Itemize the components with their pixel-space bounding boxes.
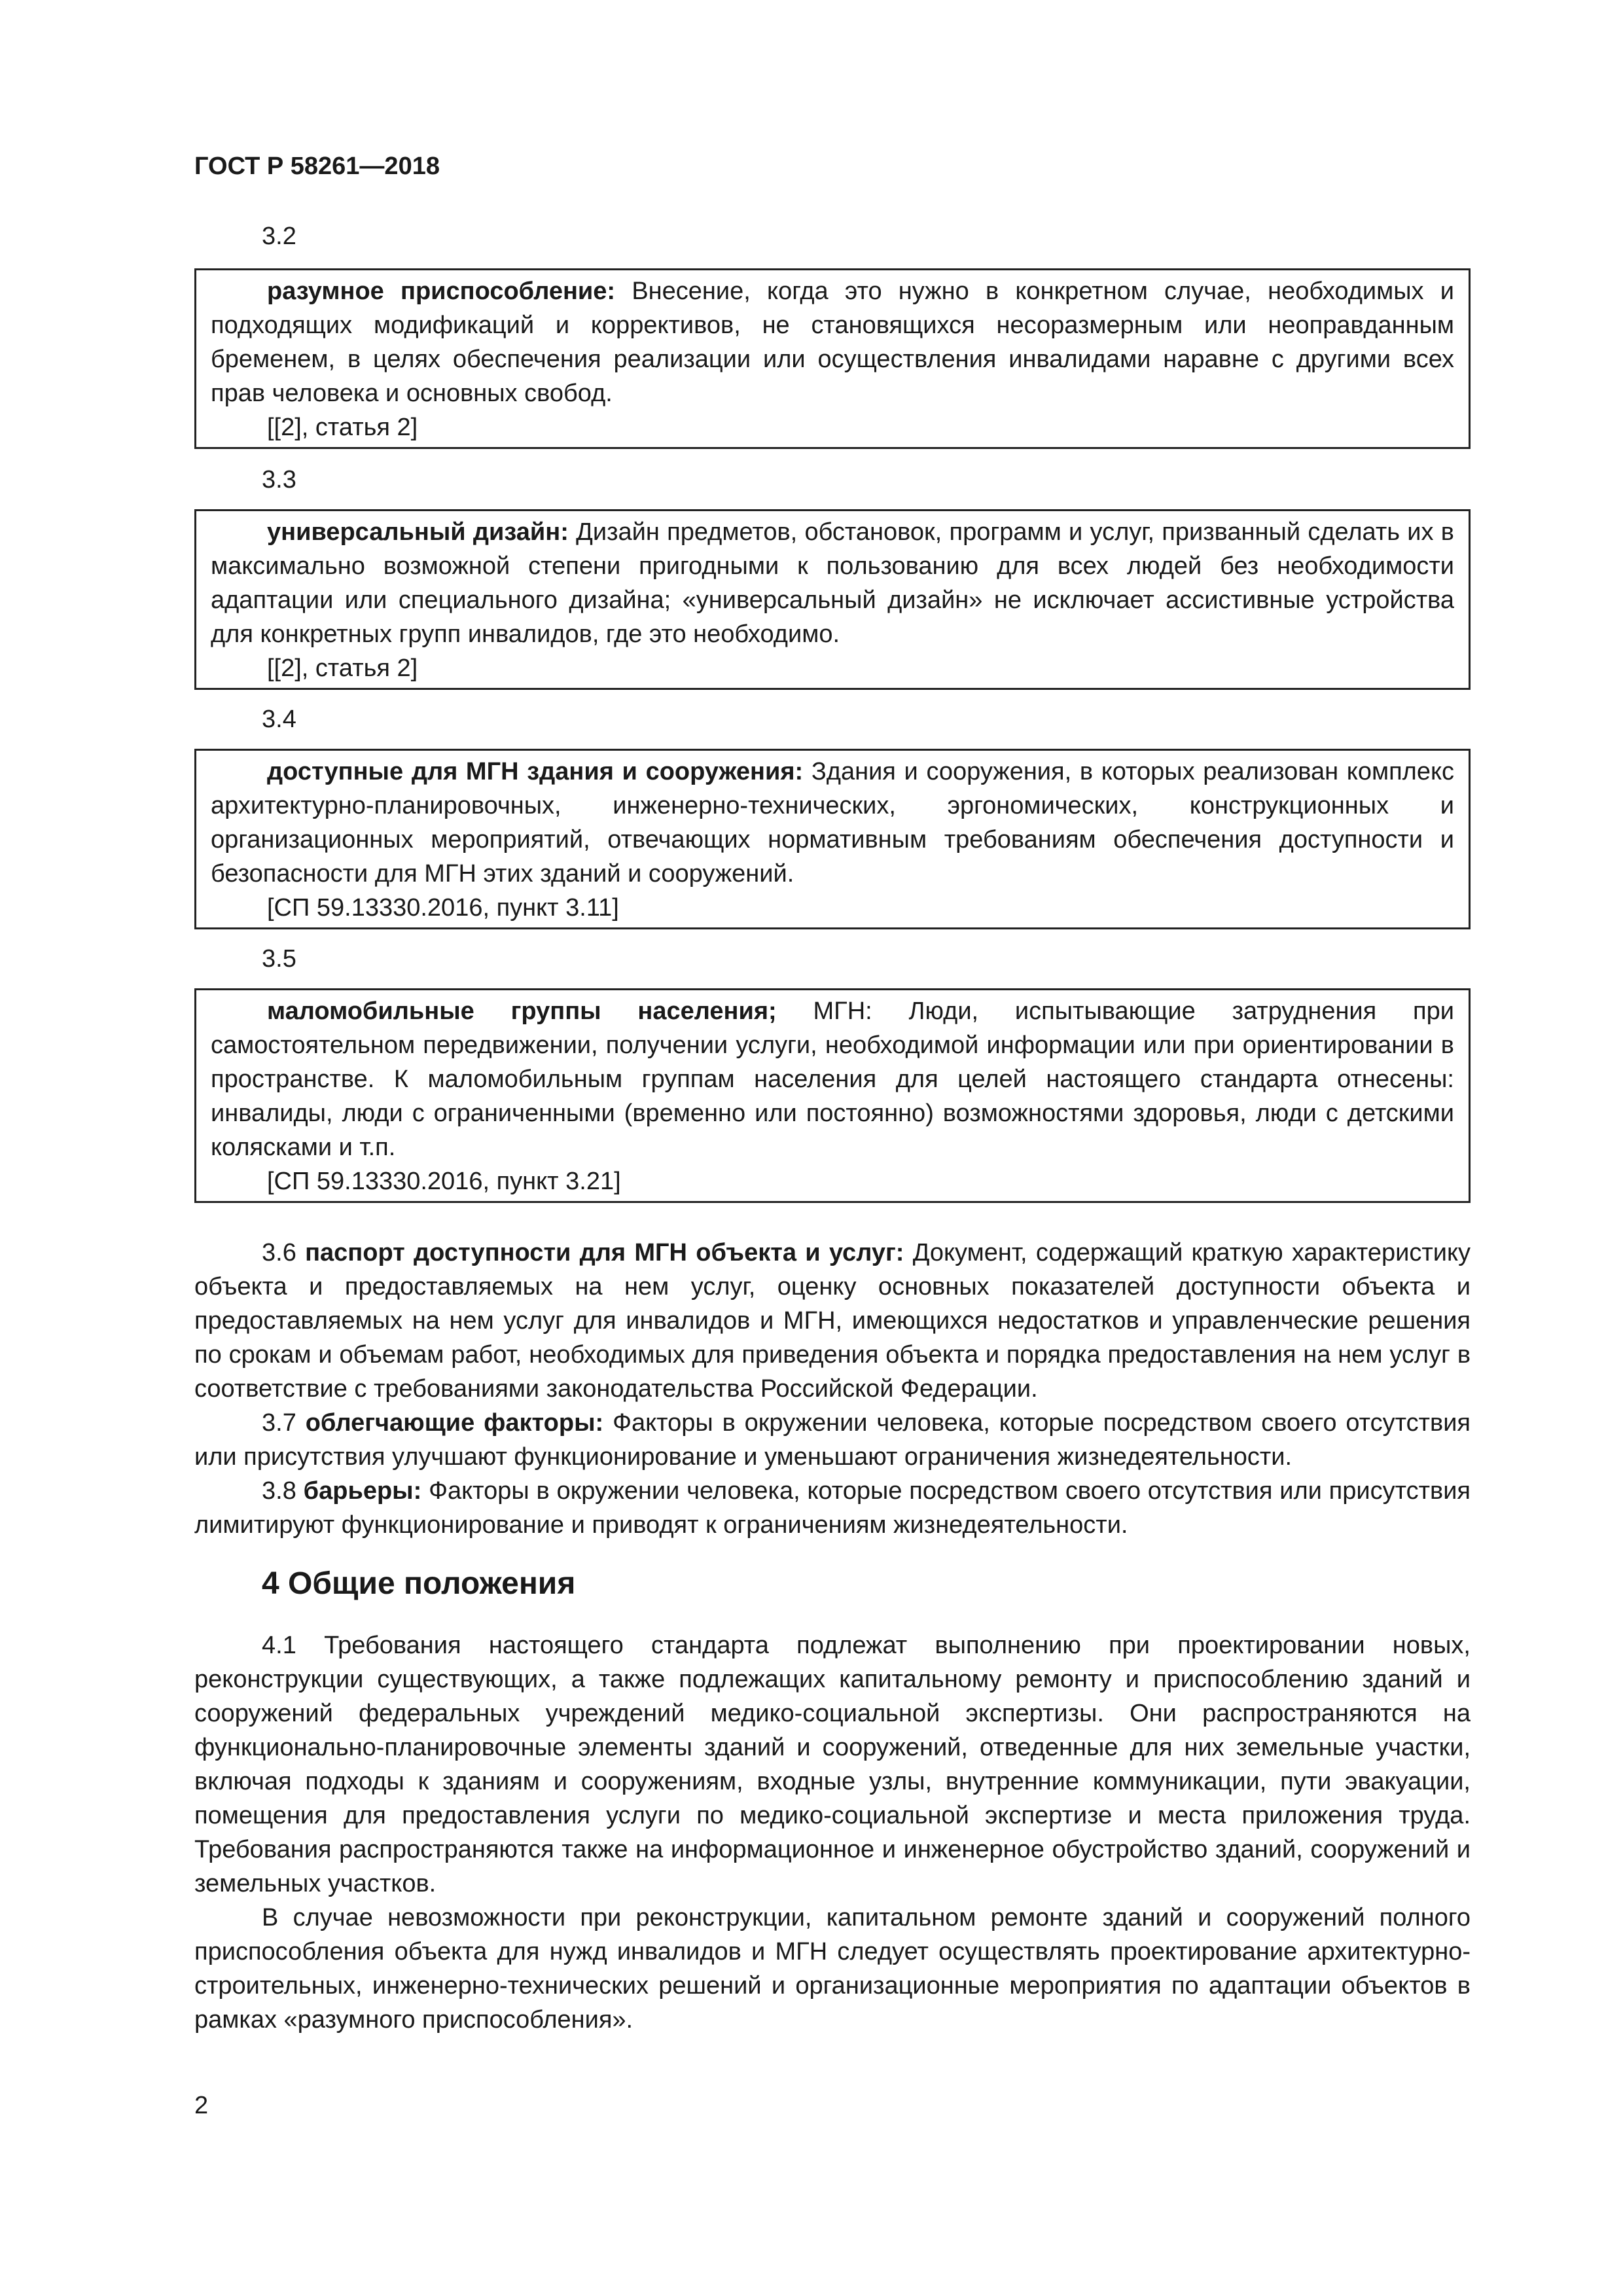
term-number: 3.3 [262, 466, 296, 493]
section-body [194, 1628, 1471, 2037]
term-box [194, 268, 1471, 449]
definition-text: Дизайн предметов, обстановок, программ и услуг, призванный сделать их в максимально возможной степени пригодными к пользованию для всех людей без необходимости адаптации или специального дизайна; «универсальный дизайн» не исключает ассистивные устройства для конкретных групп инвалидов, где это необходимо. [211, 518, 1454, 648]
term-box [194, 749, 1471, 929]
definition-number: 3.8 [262, 1477, 296, 1505]
term-source: [[2], статья 2] [267, 414, 418, 441]
section-heading: 4 Общие положения [262, 1566, 576, 1601]
term-source: [СП 59.13330.2016, пункт 3.21] [267, 1168, 621, 1195]
definition-text: Документ, содержащий краткую характеристику объекта и предоставляемых на нем услуг, оценку основных показателей доступности объекта и предоставляемых на нем услуг для инвалидов и МГН, имеющихся недостатков и управленческие решения по срокам и объемам работ, необходимых для приведения объекта и порядка предоставления на нем услуг в соответствие с требованиями законодательства Российской Федерации. [194, 1239, 1471, 1403]
term-definition [211, 755, 1454, 891]
term-name: доступные для МГН здания и сооружения: [267, 758, 804, 785]
term-definition [211, 274, 1454, 410]
term-source: [[2], статья 2] [267, 655, 418, 682]
term-definition [211, 994, 1454, 1164]
term-name: разумное приспособление: [267, 278, 616, 305]
term-name: универсальный дизайн: [267, 518, 569, 546]
definition-paragraph [194, 1406, 1471, 1474]
body-paragraph: В случае невозможности при реконструкции, капитальном ремонте зданий и сооружений полного приспособления объекта для нужд инвалидов и МГН следует осуществлять проектирование архитектурно-строительных, инженерно-технических решений и организационные мероприятия по адаптации объектов в рамках «разумного приспособления». [194, 1904, 1471, 2034]
definition-text: Факторы в окружении человека, которые посредством своего отсутствия или присутствия улучшают функционирование и уменьшают ограничения жизнедеятельности. [194, 1409, 1471, 1471]
term-name: барьеры: [303, 1477, 422, 1505]
definition-text: Здания и сооружения, в которых реализован комплекс архитектурно-планировочных, инженерно-технических, эргономических, конструкционных и организационных мероприятий, отвечающих нормативным требованиям обеспечения доступности и безопасности для МГН этих зданий и сооружений. [211, 758, 1455, 888]
term-name: паспорт доступности для МГН объекта и услуг: [305, 1239, 904, 1266]
term-box [194, 988, 1471, 1203]
body-paragraph: 4.1 Требования настоящего стандарта подлежат выполнению при проектировании новых, реконструкции существующих, а также подлежащих капитальному ремонту и приспособлению зданий и сооружений федеральных учреждений медико-социальной экспертизы. Они распространяются на функционально-планировочные элементы зданий и сооружений, отведенные для них земельные участки, включая подходы к зданиям и сооружениям, входные узлы, внутренние коммуникации, пути эвакуации, помещения для предоставления услуги по медико-социальной экспертизе и места приложения труда. Требования распространяются также на информационное и инженерное обустройство зданий, сооружений и земельных участков. [194, 1632, 1471, 1897]
definition-number: 3.7 [262, 1409, 296, 1437]
definition-text: Внесение, когда это нужно в конкретном случае, необходимых и подходящих модификаций и коррективов, не становящихся несоразмерным или неоправданным бременем, в целях обеспечения реализации или осуществления инвалидами наравне с другими всех прав человека и основных свобод. [211, 278, 1454, 407]
term-number: 3.5 [262, 945, 296, 973]
definitions-block [194, 1236, 1471, 1542]
term-box [194, 509, 1471, 690]
page-number: 2 [194, 2092, 209, 2119]
definition-number: 3.6 [262, 1239, 296, 1266]
term-number: 3.2 [262, 223, 296, 250]
definition-text: Факторы в окружении человека, которые посредством своего отсутствия или присутствия лимитируют функционирование и приводят к ограничениям жизнедеятельности. [194, 1477, 1471, 1539]
term-source: [СП 59.13330.2016, пункт 3.11] [267, 894, 619, 922]
term-number: 3.4 [262, 706, 296, 733]
definition-paragraph [194, 1474, 1471, 1542]
document-code: ГОСТ Р 58261—2018 [194, 152, 440, 180]
term-definition [211, 515, 1454, 651]
term-name: маломобильные группы населения; [267, 997, 777, 1025]
term-name: облегчающие факторы: [305, 1409, 604, 1437]
definition-paragraph [194, 1236, 1471, 1406]
definition-text: МГН: Люди, испытывающие затруднения при самостоятельном передвижении, получении услуги, необходимой информации или при ориентировании в пространстве. К маломобильным группам населения для целей настоящего стандарта отнесены: инвалиды, люди с ограниченными (временно или постоянно) возможностями здоровья, люди с детскими колясками и т.п. [211, 997, 1454, 1161]
